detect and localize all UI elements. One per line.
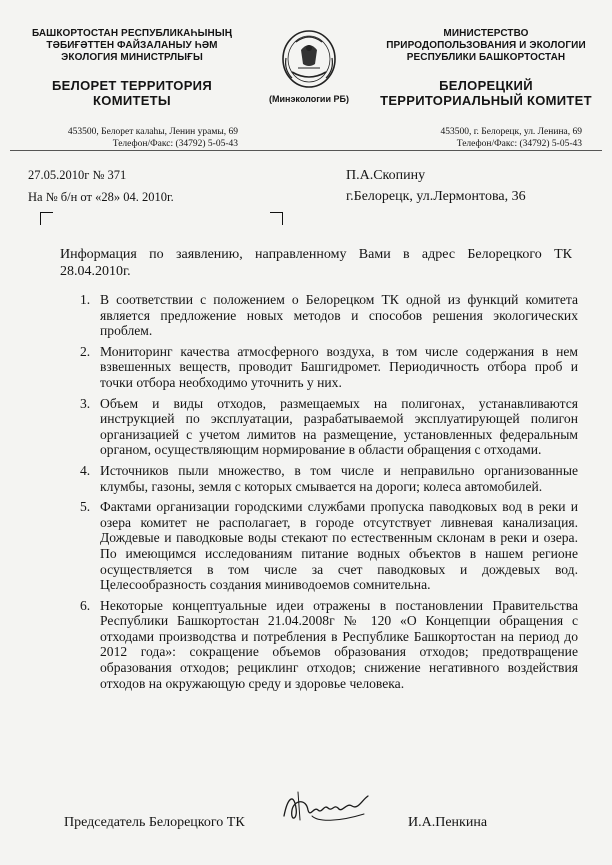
item-number: 6. [80,597,91,613]
recipient-name: П.А.Скопину [346,168,426,183]
item-text: В соответствии с положением о Белорецком ТК одной из функций комитета является предложение новых методов и способов решения экологических проблем. [100,292,578,339]
address-line: 453500, г. Белорецк, ул. Ленина, 69 [440,127,582,137]
org-name-russian [370,28,602,64]
org-line: ПРИРОДОПОЛЬЗОВАНИЯ И ЭКОЛОГИИ [386,40,586,51]
address-russian [370,126,602,150]
address-bashkir [18,126,246,150]
committee-line: БЕЛОРЕТ ТЕРРИТОРИЯ [52,78,212,93]
org-line: МИНИСТЕРСТВО [443,28,529,39]
address-line: 453500, Белорет калаhы, Ленин урамы, 69 [67,127,238,137]
header-divider [10,150,602,151]
header-right [370,28,602,150]
emblem-caption: (Минэкологии РБ) [269,94,349,104]
item-text: Фактами организации городскими службами пропуска паводковых вод в реки и озера комитет не располагает, в городе отсутствует ливневая канализация. Дождевые и паводковые воды стекают по естественным склонам в реки и озера. По имеющимся исследованиям питание водных объектов в нашем регионе осуществляется в том числе за счет паводковых и дождевых вод. Целесообразность создания миниводоемов сомнительна. [100,499,578,593]
org-line: БАШКОРТОСТАН РЕСПУБЛИКАҺЫНЫҢ [31,28,233,39]
item-number: 5. [80,499,91,515]
signatory-role: Председатель Белорецкого ТК [64,815,245,830]
committee-line: БЕЛОРЕЦКИЙ [439,78,533,93]
item-number: 4. [80,462,91,478]
list-item [60,463,578,494]
address-line: Телефон/Факс: (34792) 5-05-43 [456,139,582,149]
item-text: Некоторые концептуальные идеи отражены в постановлении Правительства Республики Башкортостан 21.04.2008г № 120 «О Концепции обращения с отходами производства и потребления в Республике Башкортостан на период до 2012 года»: сокращение объемов образования отходов; предотвращение образования отходов; рециклинг отходов; снижение негативного воздействия отходов на окружающую среду и здоровье человека. [100,597,578,691]
bashkortostan-emblem-icon [268,28,350,90]
corner-bracket [270,212,283,225]
intro-paragraph: Информация по заявлению, направленному Вами в адрес Белорецкого ТК 28.04.2010г. [60,247,572,279]
list-item [60,598,578,692]
corner-bracket [40,212,53,225]
list-item [60,344,578,391]
signatory-name: И.А.Пенкина [408,815,488,830]
committee-name-bashkir [18,78,246,108]
handwritten-signature-icon [278,786,374,830]
list-item [60,396,578,458]
reference-number: На № б/н от «28» 04. 2010г. [28,190,174,204]
org-line: РЕСПУБЛИКИ БАШКОРТОСТАН [406,52,566,63]
committee-line: ТЕРРИТОРИАЛЬНЫЙ КОМИТЕТ [380,93,592,108]
committee-line: КОМИТЕТЫ [93,93,171,108]
list-item [60,292,578,339]
item-text: Источников пыли множество, в том числе и неправильно организованные клумбы, газоны, земля с которых смывается на дороги; колеса автомобилей. [100,462,578,494]
item-number: 2. [80,343,91,359]
org-name-bashkir [18,28,246,64]
item-number: 1. [80,292,91,307]
committee-name-russian [370,78,602,108]
address-line: Телефон/Факс: (34792) 5-05-43 [112,139,238,149]
item-text: Объем и виды отходов, размещаемых на полигонах, устанавливаются инструкцией по эксплуатации, разрабатываемой эксплуатирующей полигон организацией с учетом лимитов на размещение, установленных федеральным органом, осуществляющим нормирование в области обращения с отходами. [100,395,578,458]
outgoing-number: 27.05.2010г № 371 [28,168,127,182]
item-text: Мониторинг качества атмосферного воздуха, в том числе содержания в нем взвешенных веществ, проводит Башгидромет. Периодичность отбора проб и точки отбора необходимо уточнить у них. [100,343,578,390]
item-number: 3. [80,395,91,411]
org-line: ТӘБИҒӘТТЕН ФАЙЗАЛАНЫУ ҺӘМ [46,40,218,51]
list-item [60,499,578,593]
recipient-address: г.Белорецк, ул.Лермонтова, 36 [346,189,526,204]
header-left [18,28,246,150]
org-line: ЭКОЛОГИЯ МИНИСТРЛЫҒЫ [61,52,203,63]
numbered-list [60,292,578,696]
